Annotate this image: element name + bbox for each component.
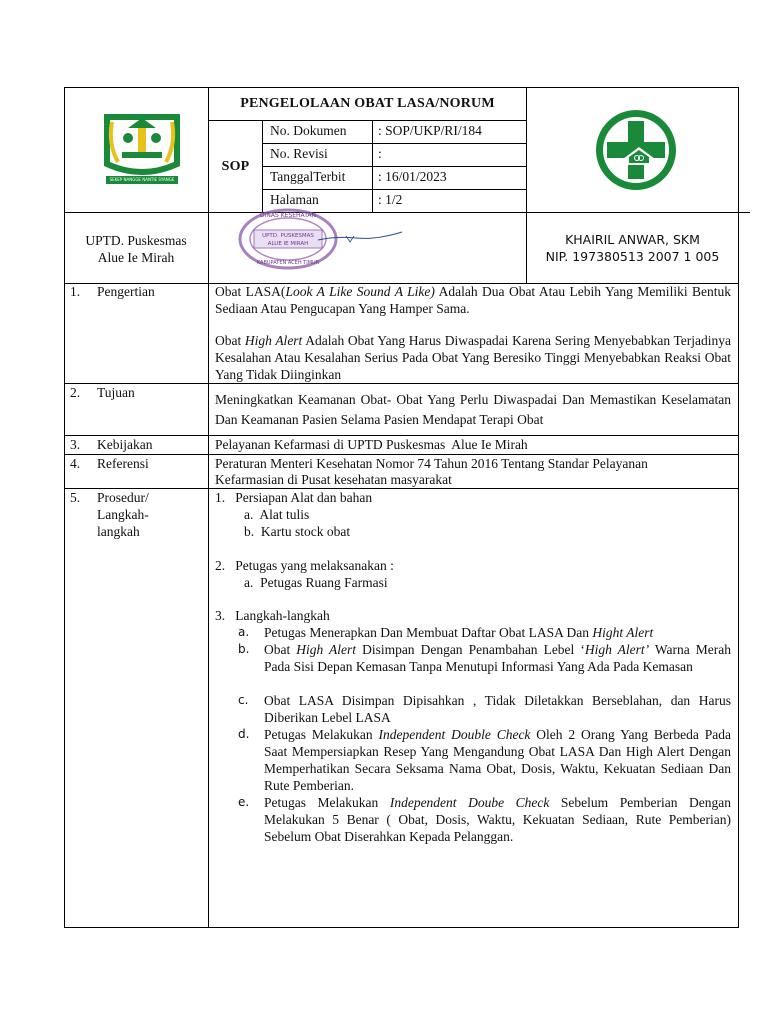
step-3b-marker: b. xyxy=(238,642,250,656)
step-3e-text-italic: Independent Doube Check xyxy=(389,795,550,810)
doc-number-value: : SOP/UKP/RI/184 xyxy=(378,123,482,138)
step-3e-text-end: Sebelum Pemberian Dengan Melakukan 5 Benar ( Obat, Dosis, Waktu, Kekuatan Sediaan, Rute Pemberian) Sebelum Obat Diserahkan Kepada Pelanggan. xyxy=(264,795,731,844)
step-3a-marker: a. xyxy=(238,625,250,639)
svg-text:ALUE IE MIRAH: ALUE IE MIRAH xyxy=(267,241,309,247)
definition-lasa-rest: Adalah Dua Obat Atau Lebih Yang Memiliki Bentuk Sediaan Atau Pengucapan Yang Hamper Sama. xyxy=(215,284,732,316)
section-3-number: 3. xyxy=(70,437,81,452)
page-value: : 1/2 xyxy=(378,192,403,207)
step-3a-text-main: Petugas Menerapkan Dan Membuat Daftar Obat LASA Dan xyxy=(264,625,593,640)
definition-lasa-prefix: Obat LASA( xyxy=(215,284,286,299)
sop-label: SOP xyxy=(221,159,250,174)
issue-date-value: : 16/01/2023 xyxy=(378,169,447,184)
purpose-text: Meningkatkan Keamanan Obat- Obat Yang Perlu Diwaspadai Dan Memastikan Keselamatan Dan Keamanan Pasien Selama Pasien Mendapat Terapi Obat xyxy=(215,392,731,427)
section-5-label xyxy=(97,489,149,540)
step-3d-text xyxy=(264,726,731,794)
step-3b-text-mid: Disimpan Dengan Penambahan Lebel ‘ xyxy=(356,642,585,657)
step-3b-text-end: Warna Merah Pada Sisi Depan Kemasan Tanpa Menutupi Informasi Yang Ada Pada Kemasan xyxy=(264,642,732,674)
head-name: KHAIRIL ANWAR, SKM xyxy=(565,232,700,247)
step-2-heading: 2. Petugas yang melaksanakan : xyxy=(215,558,394,573)
org-name-line2: Alue Ie Mirah xyxy=(97,250,175,265)
step-3b-text-start: Obat xyxy=(264,642,297,657)
section-4-number: 4. xyxy=(70,456,81,471)
issue-date-label: TanggalTerbit xyxy=(270,169,346,184)
section-5-label-line1: Prosedur/ xyxy=(97,490,149,505)
svg-text:KABUPATEN ACEH TIMUR: KABUPATEN ACEH TIMUR xyxy=(256,260,320,266)
step-3e-text xyxy=(264,794,731,845)
svg-text:DINAS KESEHATAN: DINAS KESEHATAN xyxy=(260,212,316,219)
step-3e-marker: e. xyxy=(238,795,250,809)
definition-high-alert-rest: Adalah Obat Yang Harus Diwaspadai Karena Sering Menyebabkan Terjadinya Kesalahan Atau Kesalahan Serius Pada Obat Yang Beresiko Tinggi Menyebabkan Reaksi Obat Yang Tidak Diinginkan xyxy=(215,333,732,382)
step-3c-text: Obat LASA Disimpan Dipisahkan , Tidak Diletakkan Berseblahan, dan Harus Diberikan Lebel LASA xyxy=(264,693,731,725)
step-3d-text-end: Oleh 2 Orang Yang Berbeda Pada Saat Mempersiapkan Resep Yang Mengandung Obat LASA Dan High Alert Dengan Memperhatikan Secara Seksama Nama Obat, Dosis, Waktu, Kekuatan Sediaan Dan Rute Pemberian. xyxy=(264,727,732,793)
revision-label: No. Revisi xyxy=(270,146,328,161)
step-3b-text-italic1: High Alert xyxy=(296,642,357,657)
definition-high-alert xyxy=(215,332,731,383)
org-name xyxy=(64,232,208,266)
reference-line-1: Peraturan Menteri Kesehatan Nomor 74 Tahun 2016 Tentang Standar Pelayanan xyxy=(215,456,648,471)
section-4-label: Referensi xyxy=(97,456,149,471)
org-name-line1: UPTD. Puskesmas xyxy=(85,233,187,248)
svg-text:UPTD. PUSKESMAS: UPTD. PUSKESMAS xyxy=(262,233,314,239)
document-title: PENGELOLAAN OBAT LASA/NORUM xyxy=(240,96,495,111)
reference-line-2: Kefarmasian di Pusat kesehatan masyarakat xyxy=(215,472,452,487)
signature xyxy=(316,226,406,246)
step-3c-marker: c. xyxy=(238,693,249,707)
section-3-label: Kebijakan xyxy=(97,437,153,452)
section-5-label-line3: langkah xyxy=(97,524,140,539)
step-1a: a. Alat tulis xyxy=(244,507,310,522)
step-1-heading: 1. Persiapan Alat dan bahan xyxy=(215,490,373,505)
health-cross-icon xyxy=(593,107,679,193)
logo-caption: SEKEP NANGGE NANTIE SYANGE xyxy=(109,177,175,182)
step-1b: b. Kartu stock obat xyxy=(244,524,351,539)
step-3e-text-start: Petugas Melakukan xyxy=(264,795,390,810)
step-3d-marker: d. xyxy=(238,727,250,741)
definition-lasa xyxy=(215,283,731,317)
definition-high-alert-italic: High Alert xyxy=(244,333,303,348)
puskesmas-logo xyxy=(593,107,679,193)
regency-logo xyxy=(98,104,186,194)
section-5-number: 5. xyxy=(70,490,81,505)
step-3d-text-start: Petugas Melakukan xyxy=(264,727,379,742)
section-2-label: Tujuan xyxy=(97,385,135,400)
step-3b-text-italic2: High Alert’ xyxy=(584,642,650,657)
doc-number-label: No. Dokumen xyxy=(270,123,347,138)
step-3d-text-italic: Independent Double Check xyxy=(378,727,531,742)
step-3-heading: 3. Langkah-langkah xyxy=(215,608,330,623)
head-nip: NIP. 197380513 2007 1 005 xyxy=(545,249,720,264)
step-3b-text xyxy=(264,641,731,675)
page-label: Halaman xyxy=(270,192,319,207)
signature-mark-icon xyxy=(316,226,406,246)
definition-lasa-italic: Look A Like Sound A Like) xyxy=(285,284,435,299)
step-3a-text xyxy=(264,624,731,641)
policy-text: Pelayanan Kefarmasi di UPTD Puskesmas Alue Ie Mirah xyxy=(215,437,528,452)
section-2-number: 2. xyxy=(70,385,81,400)
step-3a-text-italic: Hight Alert xyxy=(592,625,654,640)
section-1-number: 1. xyxy=(70,284,81,299)
section-5-label-line2: Langkah- xyxy=(97,507,149,522)
revision-value: : xyxy=(378,146,382,161)
definition-high-alert-prefix: Obat xyxy=(215,333,245,348)
head-of-office xyxy=(527,231,738,265)
section-1-label: Pengertian xyxy=(97,284,155,299)
step-2a: a. Petugas Ruang Farmasi xyxy=(244,575,388,590)
